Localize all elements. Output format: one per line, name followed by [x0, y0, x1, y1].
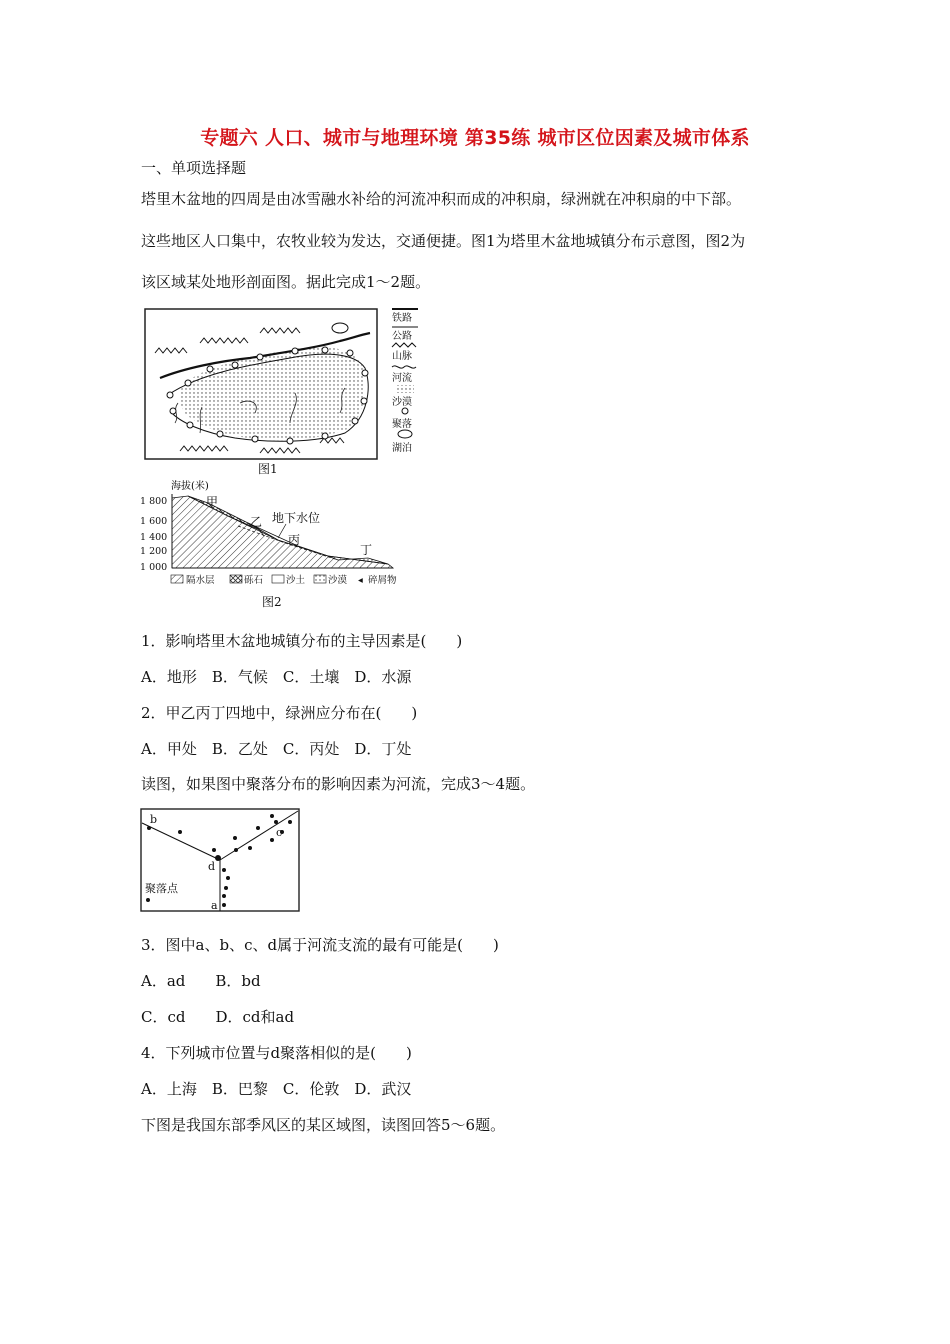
question-3-options-cd: C．cd D．cd和ad	[141, 1008, 295, 1026]
label-bing: 丙	[288, 533, 301, 547]
question-4-options: A．上海 B．巴黎 C．伦敦 D．武汉	[141, 1080, 412, 1098]
figure-1-legend	[392, 309, 418, 454]
ytick-1800: 1 800	[140, 496, 168, 507]
legend-desert: 沙漠	[392, 397, 412, 408]
river-b	[142, 823, 220, 860]
legend-settlement: 聚落	[392, 419, 412, 430]
figure-2-profile	[138, 478, 423, 588]
label-groundwater: 地下水位	[272, 511, 321, 525]
figure-2-legend	[171, 574, 397, 586]
label-yi: 乙	[250, 515, 263, 529]
ytick-1600: 1 600	[140, 516, 168, 527]
legend-mountain: 山脉	[392, 351, 412, 362]
label-d: d	[208, 860, 216, 873]
question-3-options-ab: A．ad B．bd	[141, 972, 261, 990]
label-a: a	[211, 899, 218, 912]
intro-line-3: 该区域某处地形剖面图。据此完成1～2题。	[141, 273, 431, 291]
question-1-options: A．地形 B．气候 C．土壤 D．水源	[141, 668, 412, 686]
legend-lake: 湖泊	[392, 443, 412, 454]
ytick-1000: 1 000	[140, 562, 168, 573]
legend-river: 河流	[392, 373, 412, 384]
question-2-stem: 2．甲乙丙丁四地中，绿洲应分布在( )	[141, 704, 418, 722]
intro-line-1: 塔里木盆地的四周是由冰雪融水补给的河流冲积而成的冲积扇，绿洲就在冲积扇的中下部。	[141, 190, 742, 208]
legend-sand: 沙土	[286, 575, 306, 586]
lake	[332, 323, 348, 333]
question-4-stem: 4．下列城市位置与d聚落相似的是( )	[141, 1044, 412, 1062]
figure-1-map	[140, 303, 425, 478]
legend-desert2: 沙漠	[328, 575, 348, 586]
question-2-options: A．甲处 B．乙处 C．丙处 D．丁处	[141, 740, 412, 758]
question-1-stem: 1．影响塔里木盆地城镇分布的主导因素是( )	[141, 632, 463, 650]
ytick-1200: 1 200	[140, 546, 168, 557]
legend-railway: 铁路	[392, 313, 412, 324]
intro-3: 下图是我国东部季风区的某区域图，读图回答5～6题。	[141, 1116, 506, 1134]
intro-line-2: 这些地区人口集中，农牧业较为发达，交通便捷。图1为塔里木盆地城镇分布示意图，图2为	[141, 232, 746, 250]
legend-settlement-point: 聚落点	[145, 882, 178, 895]
label-c: c	[276, 826, 283, 839]
figure-3-river-map	[140, 808, 302, 914]
legend-debris: 碎屑物	[368, 575, 397, 586]
section-heading: 一、单项选择题	[141, 159, 247, 177]
river-c	[220, 811, 298, 860]
legend-impermeable: 隔水层	[186, 575, 215, 586]
profile-ylabel: 海拔(米)	[171, 481, 209, 492]
desert-area	[180, 347, 365, 441]
intro-2: 读图，如果图中聚落分布的影响因素为河流，完成3～4题。	[141, 775, 536, 793]
question-3-stem: 3．图中a、b、c、d属于河流支流的最有可能是( )	[141, 936, 499, 954]
label-ding: 丁	[360, 543, 373, 557]
ytick-1400: 1 400	[140, 532, 168, 543]
figure-2-caption: 图2	[262, 595, 282, 609]
legend-road: 公路	[392, 331, 412, 342]
label-b: b	[150, 813, 158, 826]
label-jia: 甲	[206, 495, 219, 509]
page-title: 专题六 人口、城市与地理环境 第35练 城市区位因素及城市体系	[200, 127, 750, 149]
figure-1-caption: 图1	[258, 462, 278, 476]
svg-text:◂: ◂	[358, 575, 363, 586]
legend-gravel: 砾石	[244, 575, 264, 586]
